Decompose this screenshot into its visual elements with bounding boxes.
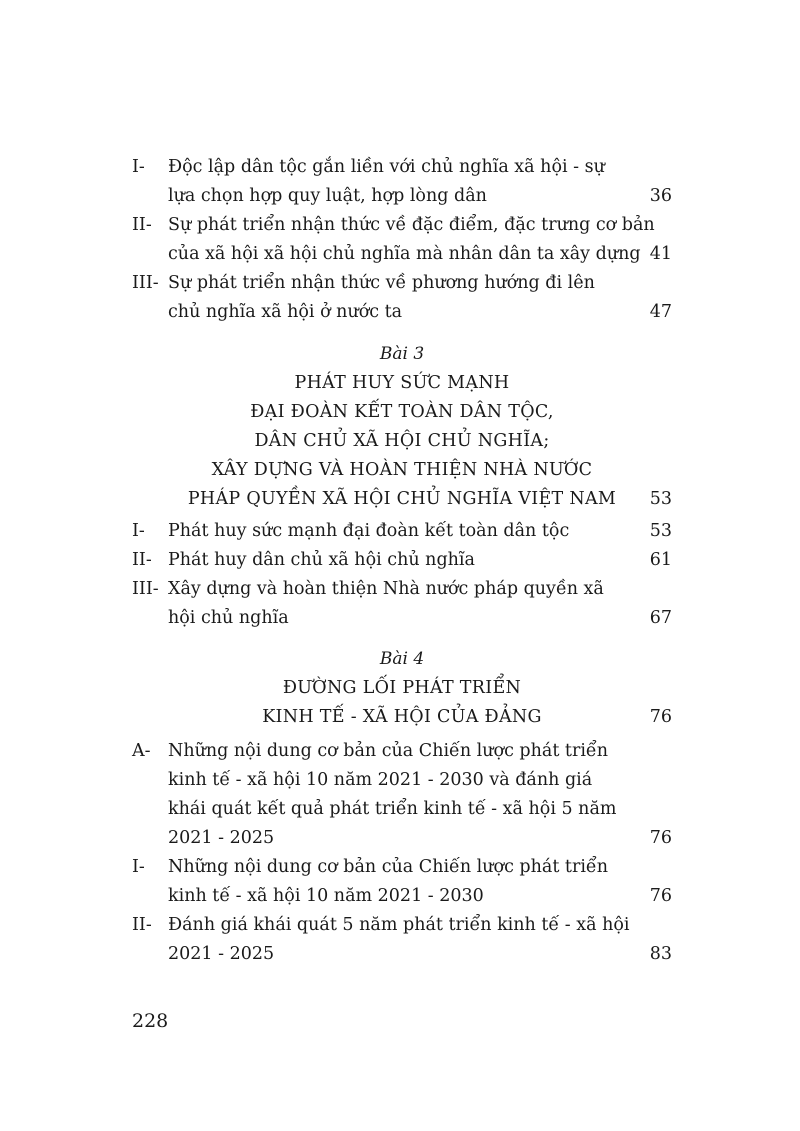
lesson-heading <box>132 340 672 514</box>
entry-text: 2021 - 2025 <box>168 944 275 964</box>
entry-text: Đánh giá khái quát 5 năm phát triển kinh tế - xã hội <box>168 915 630 935</box>
entry-page: 53 <box>649 521 672 541</box>
page-number: 228 <box>132 1010 169 1032</box>
lesson-page: 53 <box>649 489 672 509</box>
lesson-title-line-last <box>132 703 672 732</box>
entry-page: 61 <box>649 550 672 570</box>
toc-entry <box>132 737 672 853</box>
lesson-title-line: ĐƯỜNG LỐI PHÁT TRIỂN <box>282 678 522 698</box>
toc-entry <box>132 575 672 633</box>
entry-number: II- <box>132 550 152 570</box>
lesson-label: Bài 4 <box>379 649 425 669</box>
entry-text: 2021 - 2025 <box>168 828 275 848</box>
entry-page: 83 <box>649 944 672 964</box>
entry-page: 36 <box>649 186 672 206</box>
toc-entry <box>132 153 672 211</box>
toc-entry <box>132 853 672 911</box>
entry-text: Sự phát triển nhận thức về phương hướng đi lên <box>168 273 595 293</box>
lesson-title-line: DÂN CHỦ XÃ HỘI CHỦ NGHĨA; <box>254 431 550 451</box>
toc-entry <box>132 517 672 546</box>
lesson-title-line: ĐẠI ĐOÀN KẾT TOÀN DÂN TỘC, <box>250 402 554 422</box>
lesson-page: 76 <box>649 707 672 727</box>
entry-text: của xã hội xã hội chủ nghĩa mà nhân dân ta xây dựng <box>168 244 641 264</box>
entry-text: Những nội dung cơ bản của Chiến lược phát triển <box>168 741 608 761</box>
entry-number: A- <box>132 741 151 761</box>
entry-text: khái quát kết quả phát triển kinh tế - xã hội 5 năm <box>168 799 617 819</box>
entry-text: Độc lập dân tộc gắn liền với chủ nghĩa xã hội - sự <box>168 157 605 177</box>
entry-page: 76 <box>649 886 672 906</box>
toc-entry <box>132 211 672 269</box>
entry-page: 76 <box>649 828 672 848</box>
lesson-title-line: XÂY DỰNG VÀ HOÀN THIỆN NHÀ NƯỚC <box>211 460 593 480</box>
entry-number: II- <box>132 915 152 935</box>
toc-entry <box>132 911 672 969</box>
lesson-heading <box>132 645 672 732</box>
entry-text: kinh tế - xã hội 10 năm 2021 - 2030 <box>168 886 484 906</box>
entry-number: I- <box>132 857 145 877</box>
lesson-title-line-last <box>132 485 672 514</box>
lesson-title-text: PHÁP QUYỀN XÃ HỘI CHỦ NGHĨA VIỆT NAM <box>187 489 617 509</box>
toc-entry <box>132 269 672 327</box>
lesson-label: Bài 3 <box>379 344 425 364</box>
lesson-title-text: KINH TẾ - XÃ HỘI CỦA ĐẢNG <box>262 707 542 727</box>
entry-number: I- <box>132 521 145 541</box>
entry-text: hội chủ nghĩa <box>168 608 289 628</box>
entry-number: I- <box>132 157 145 177</box>
entry-number: III- <box>132 273 159 293</box>
entry-text: Phát huy dân chủ xã hội chủ nghĩa <box>168 550 475 570</box>
entry-text: Những nội dung cơ bản của Chiến lược phát triển <box>168 857 608 877</box>
entry-text: Xây dựng và hoàn thiện Nhà nước pháp quyền xã <box>168 579 604 599</box>
entry-page: 47 <box>649 302 672 322</box>
entry-text: lựa chọn hợp quy luật, hợp lòng dân <box>168 186 487 206</box>
entry-text: chủ nghĩa xã hội ở nước ta <box>168 302 403 322</box>
entry-text: kinh tế - xã hội 10 năm 2021 - 2030 và đánh giá <box>168 770 593 790</box>
entry-page: 41 <box>649 244 672 264</box>
toc-entry <box>132 546 672 575</box>
entry-page: 67 <box>649 608 672 628</box>
entry-number: III- <box>132 579 159 599</box>
entry-text: Phát huy sức mạnh đại đoàn kết toàn dân tộc <box>168 521 570 541</box>
lesson-title-line: PHÁT HUY SỨC MẠNH <box>294 373 510 393</box>
entry-number: II- <box>132 215 152 235</box>
entry-text: Sự phát triển nhận thức về đặc điểm, đặc trưng cơ bản <box>168 215 655 235</box>
